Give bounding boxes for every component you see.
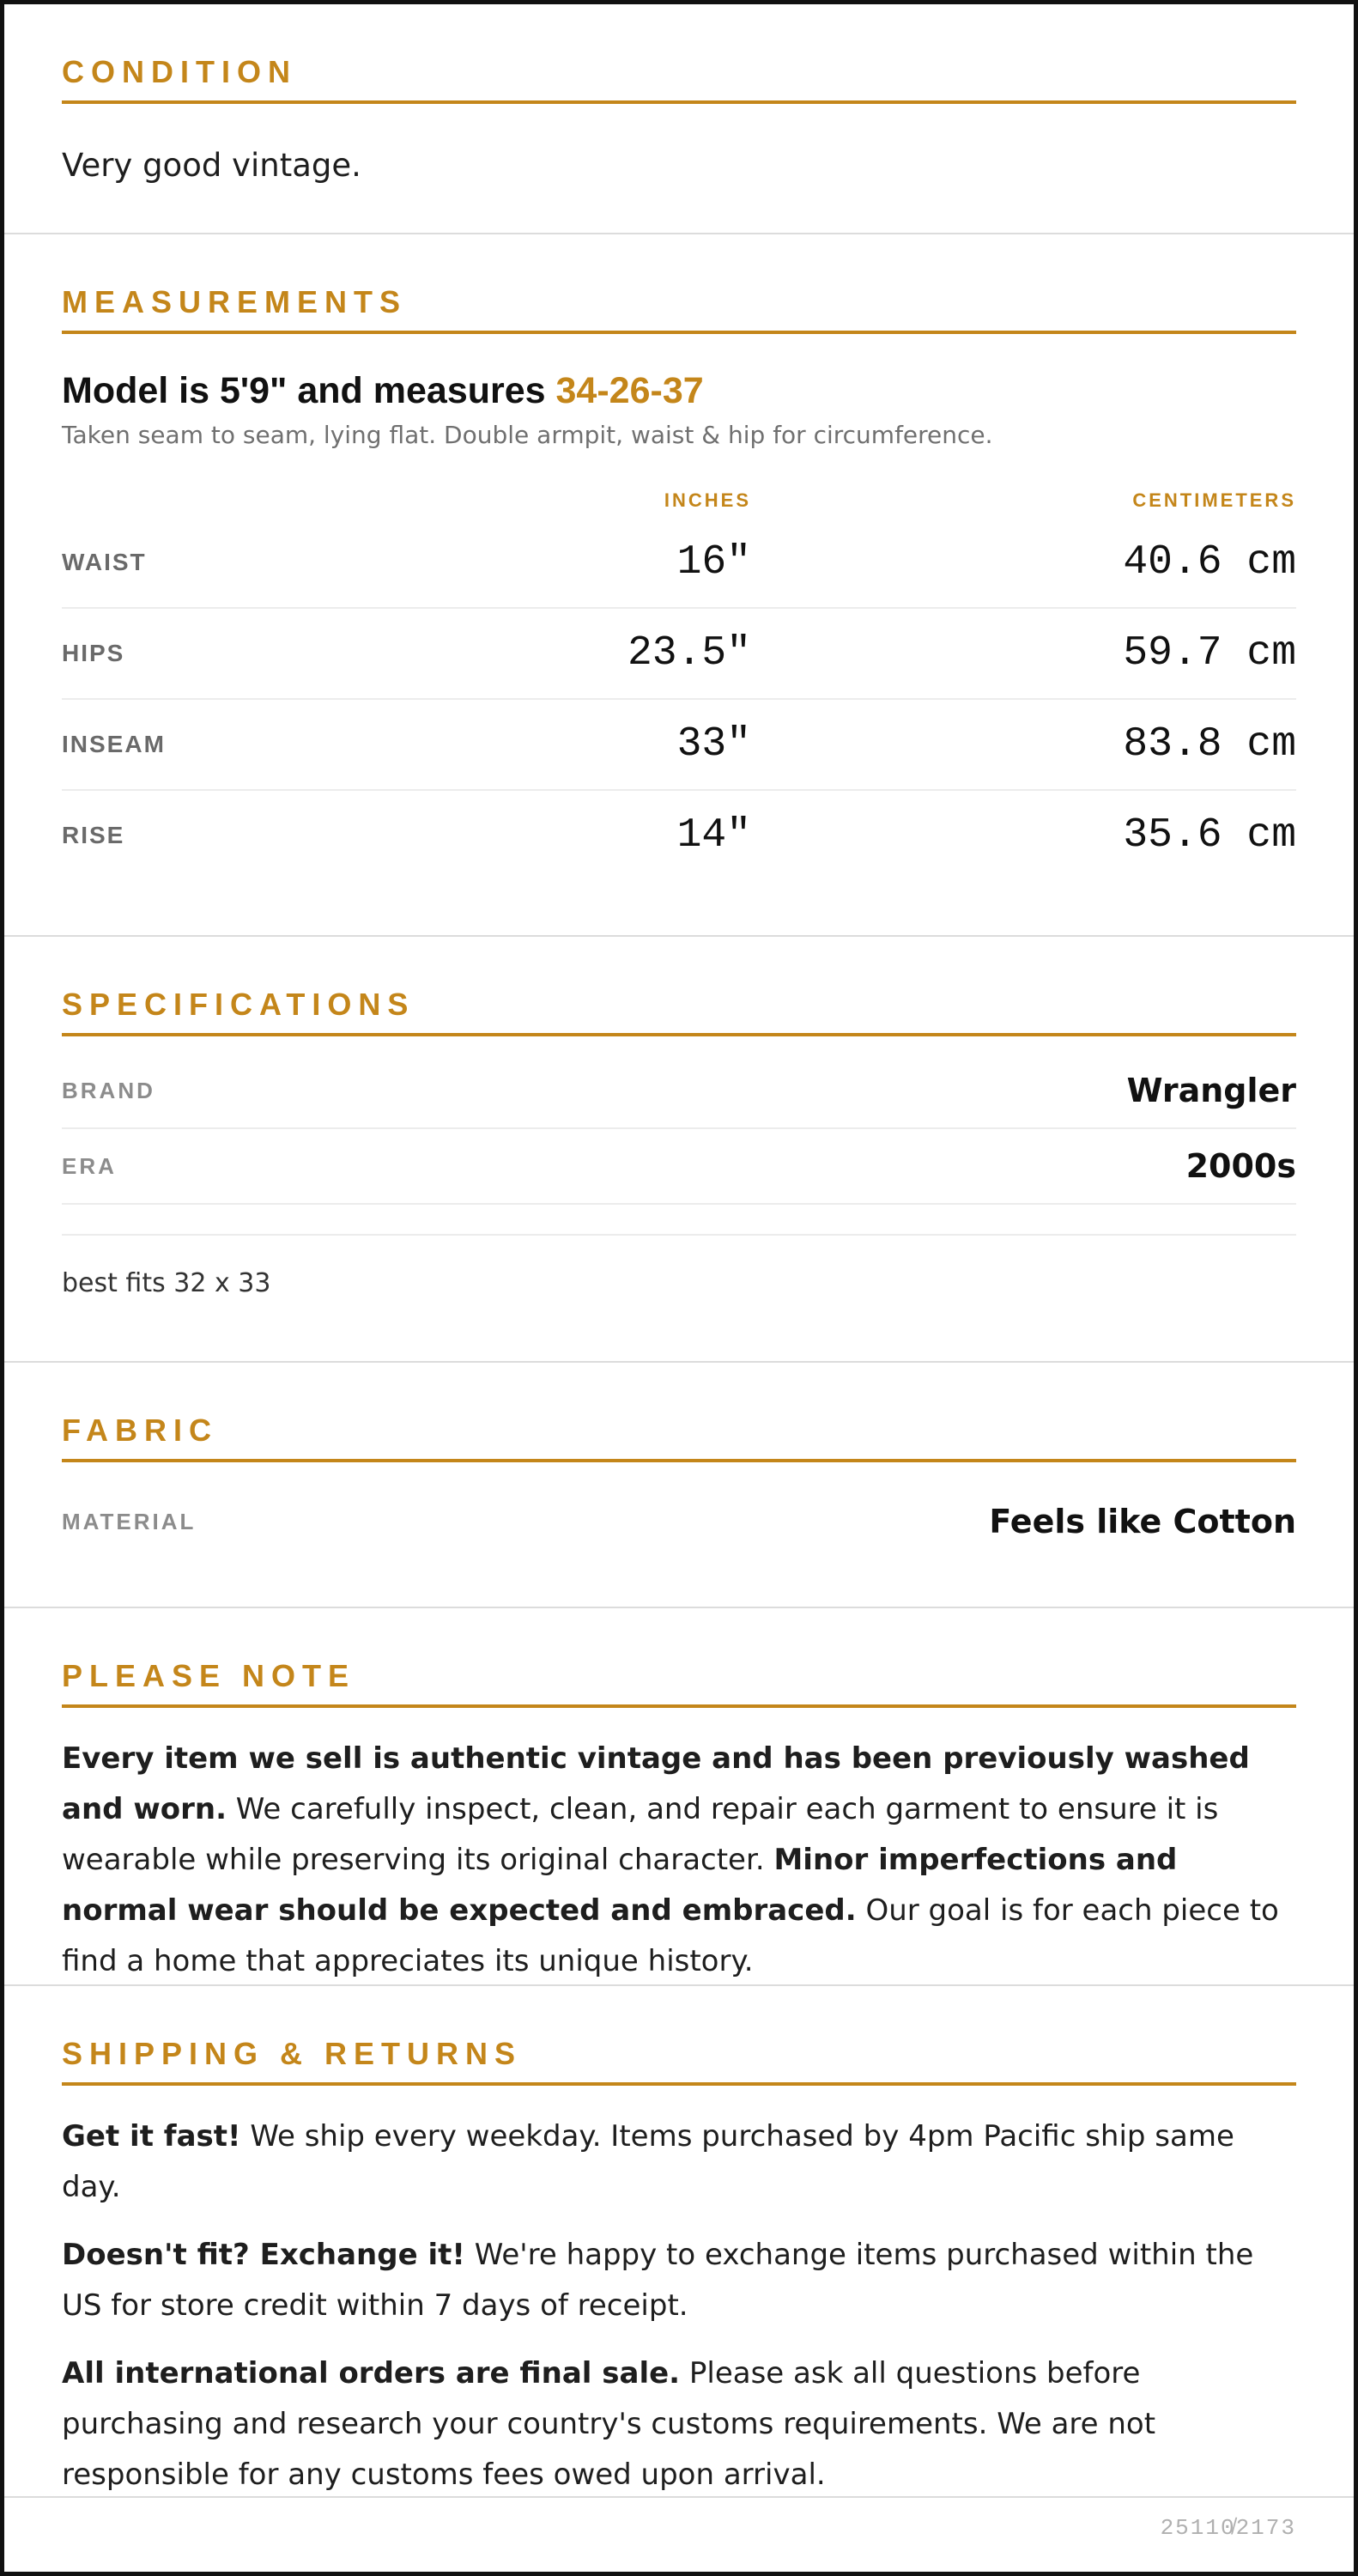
note-bold-1: Every item we sell is authentic vintage and has been previously washed and worn. bbox=[62, 1741, 1250, 1826]
condition-section bbox=[4, 4, 1354, 234]
note-text-2: Our goal is for each piece to find a home that appreciates its unique history. bbox=[62, 1893, 1279, 1978]
measure-cm: 40.6 cm bbox=[1123, 539, 1296, 586]
measurement-note: Taken seam to seam, lying flat. Double armpit, waist & hip for circumference. bbox=[62, 421, 993, 449]
exchange-paragraph: Doesn't fit? Exchange it! We're happy to exchange items purchased within the US for store credit within 7 days of receipt. bbox=[62, 2238, 1254, 2323]
table-row bbox=[62, 700, 1296, 791]
note-bold-2: Minor imperfections and normal wear should be expected and embraced. bbox=[62, 1843, 1178, 1928]
please-note-section bbox=[4, 1608, 1354, 1986]
fabric-heading: FABRIC bbox=[62, 1413, 1296, 1462]
measure-inches: 33" bbox=[676, 721, 751, 768]
model-prefix: Model is 5'9" and measures bbox=[62, 370, 556, 411]
international-paragraph: All international orders are final sale. Please ask all questions before purchasing and research your country's customs requirements. We are not responsible for any customs fees owed upon arrival. bbox=[62, 2356, 1156, 2492]
fabric-label: MATERIAL bbox=[62, 1508, 197, 1534]
spec-value: Wrangler bbox=[1126, 1072, 1296, 1109]
table-row bbox=[62, 609, 1296, 700]
spec-value: 2000s bbox=[1185, 1147, 1296, 1185]
measure-cm: 83.8 cm bbox=[1123, 721, 1296, 768]
model-info bbox=[62, 370, 1296, 412]
shipping-returns-section bbox=[4, 1986, 1354, 2498]
measure-cm: 59.7 cm bbox=[1123, 630, 1296, 677]
measure-inches: 16" bbox=[676, 539, 751, 586]
spec-label: BRAND bbox=[62, 1077, 155, 1103]
table-row bbox=[62, 791, 1296, 880]
specifications-heading: SPECIFICATIONS bbox=[62, 987, 1296, 1036]
note-text-1: We carefully inspect, clean, and repair each garment to ensure it is wearable while preserving its original character. bbox=[62, 1792, 1219, 1877]
measure-label: WAIST bbox=[62, 549, 147, 575]
measurements-section bbox=[4, 234, 1354, 937]
table-row bbox=[62, 518, 1296, 609]
measure-inches: 23.5" bbox=[627, 630, 751, 677]
centimeters-column-header: CENTIMETERS bbox=[1132, 489, 1296, 511]
shipping-paragraph: Get it fast! We ship every weekday. Items purchased by 4pm Pacific ship same day. bbox=[62, 2119, 1234, 2204]
please-note-heading: PLEASE NOTE bbox=[62, 1658, 1296, 1708]
spec-label: ERA bbox=[62, 1152, 117, 1179]
measurements-heading: MEASUREMENTS bbox=[62, 284, 1296, 334]
measure-label: HIPS bbox=[62, 640, 125, 666]
specifications-section bbox=[4, 937, 1354, 1363]
fabric-section bbox=[4, 1363, 1354, 1608]
measure-label: RISE bbox=[62, 822, 125, 848]
condition-heading: CONDITION bbox=[62, 54, 1296, 104]
condition-text: Very good vintage. bbox=[62, 147, 361, 184]
fabric-value: Feels like Cotton bbox=[989, 1503, 1296, 1540]
measurements-header-row bbox=[62, 483, 1296, 518]
model-measures: 34-26-37 bbox=[555, 370, 704, 411]
inches-column-header: INCHES bbox=[664, 489, 751, 511]
specifications-list bbox=[62, 1054, 1296, 1205]
shipping-text bbox=[62, 2111, 1296, 2500]
shipping-heading: SHIPPING & RETURNS bbox=[62, 2036, 1296, 2086]
spec-row-era bbox=[62, 1129, 1296, 1205]
measure-label: INSEAM bbox=[62, 731, 166, 757]
fabric-row bbox=[62, 1485, 1296, 1558]
spec-row-brand bbox=[62, 1054, 1296, 1129]
product-id: 25110̸2173 bbox=[1160, 2515, 1296, 2541]
measure-cm: 35.6 cm bbox=[1123, 812, 1296, 859]
measurements-table bbox=[62, 483, 1296, 880]
fit-note: best fits 32 x 33 bbox=[62, 1234, 1296, 1298]
measure-inches: 14" bbox=[676, 812, 751, 859]
please-note-text bbox=[62, 1734, 1296, 1987]
